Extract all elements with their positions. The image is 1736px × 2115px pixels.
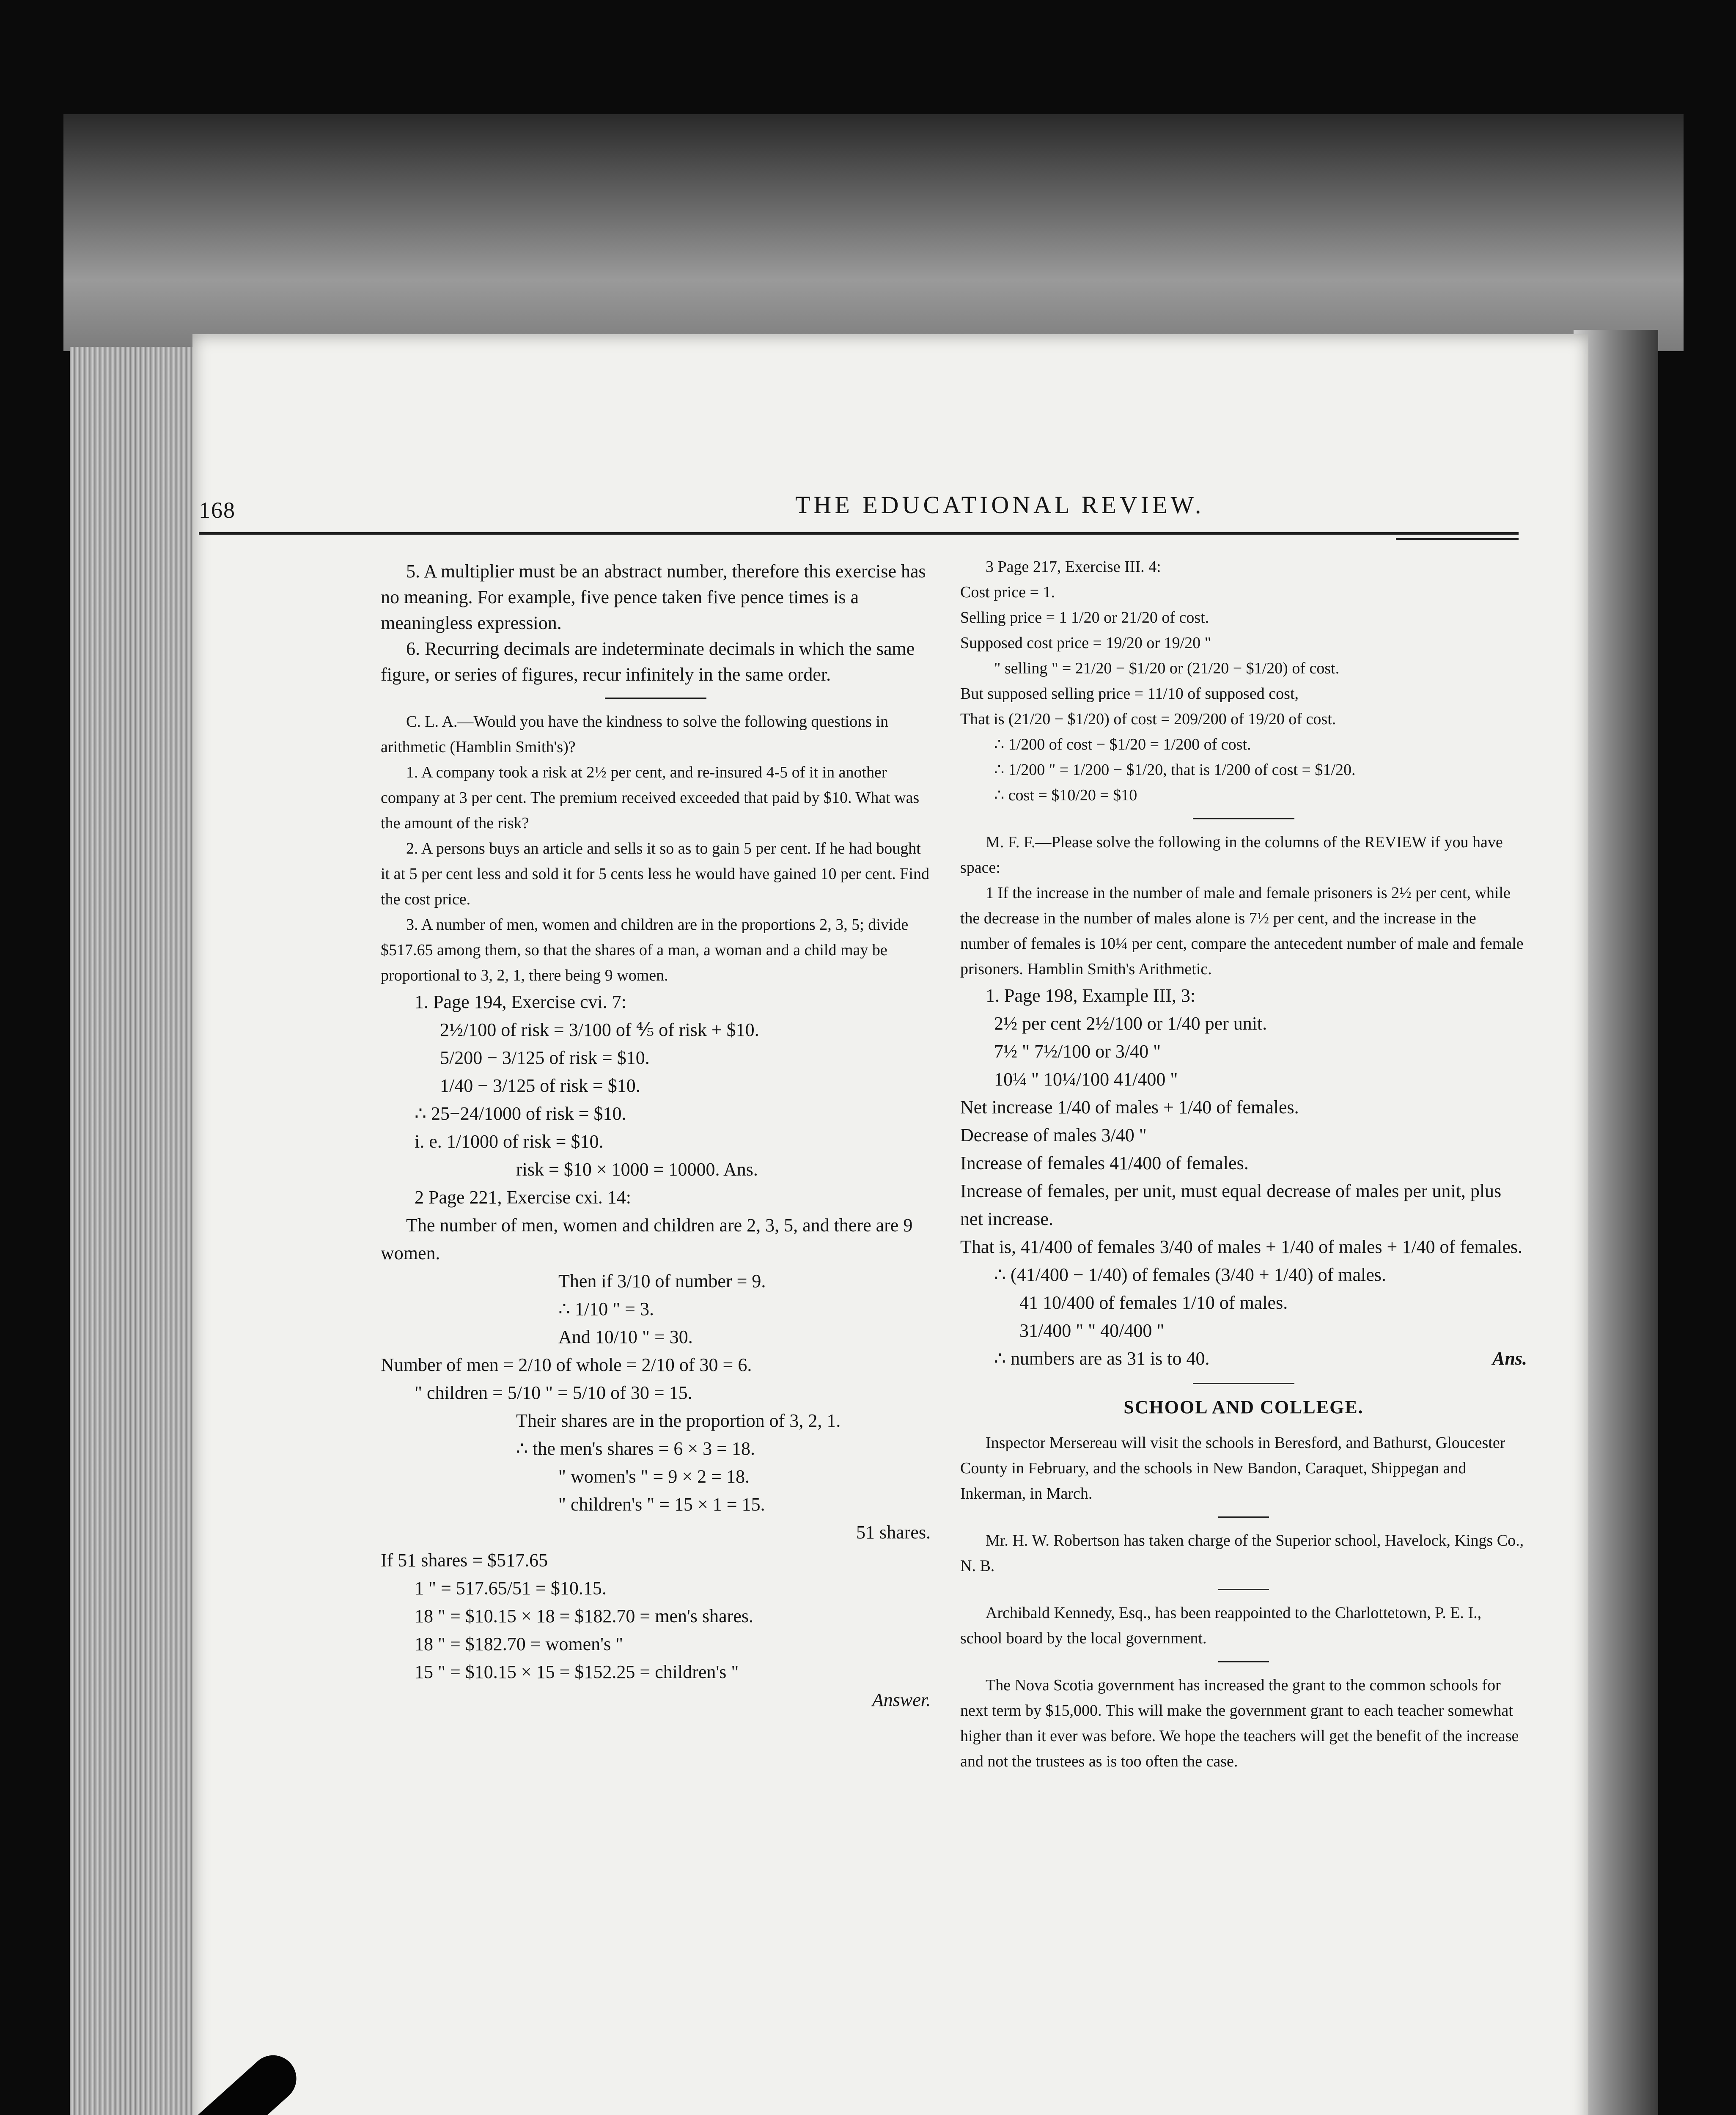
news-item-4: The Nova Scotia government has increased the grant to the common schools for next term by $15,000. This will make the government grant to each teacher somewhat higher than it ever was before. We hope the teachers will get the benefit of the increase and not the trustees as is too often the case. (960, 1676, 1519, 1770)
page-edges (70, 347, 197, 2115)
question-intro: C. L. A.—Would you have the kindness to solve the following questions in arithmetic (Hamblin Smith's)? (381, 713, 889, 756)
answer-3-line-6: That is (21/20 − $1/20) of cost = 209/200 of 19/20 of cost. (960, 710, 1336, 728)
answer-3-line-8: ∴ 1/200 " = 1/200 − $1/20, that is 1/200 of cost = $1/20. (994, 761, 1356, 779)
answer-2-line-12: If 51 shares = $517.65 (381, 1550, 548, 1571)
news-item-2: Mr. H. W. Robertson has taken charge of the Superior school, Havelock, Kings Co., N. B. (960, 1532, 1524, 1575)
mff-question: 1 If the increase in the number of male and female prisoners is 2½ per cent, while the decrease in the number of males alone is 7½ per cent, and the increase in the number of females is 10¼ per cent, compare the antecedent number of male and female prisoners. Hamblin Smith's Arithmetic. (960, 884, 1524, 978)
answer-1-line-1: 2½/100 of risk = 3/100 of ⅘ of risk + $10. (440, 1019, 759, 1040)
answer-1-line-6: risk = $10 × 1000 = 10000. Ans. (516, 1159, 758, 1180)
answer-b-line-2: 7½ " 7½/100 or 3/40 " (994, 1041, 1161, 1062)
answer-3-line-9: ∴ cost = $10/20 = $10 (994, 786, 1137, 804)
header-rule-secondary (1396, 538, 1519, 540)
question-3: 3. A number of men, women and children are in the proportions 2, 3, 5; divide $517.65 among them, so that the shares of a man, a woman and a child may be proportional to 3, 2, 1, there being 9 women. (381, 916, 909, 984)
header-rule (199, 532, 1519, 535)
right-column (960, 554, 1527, 1774)
background-cover (63, 114, 1684, 351)
answer-3-line-7: ∴ 1/200 of cost − $1/20 = 1/200 of cost. (994, 736, 1251, 753)
left-column (381, 558, 931, 1714)
answer-b-line-3: 10¼ " 10¼/100 41/400 " (994, 1069, 1178, 1090)
answer-b-line-7: Increase of females, per unit, must equal decrease of males per unit, plus net increase. (960, 1181, 1502, 1229)
answer-2-line-6: " children = 5/10 " = 5/10 of 30 = 15. (415, 1382, 692, 1403)
answer-2-line-13: 1 " = 517.65/51 = $10.15. (415, 1578, 607, 1599)
section-divider-right (1193, 818, 1294, 819)
answer-b-line-9: ∴ (41/400 − 1/40) of females (3/40 + 1/40) of males. (994, 1264, 1386, 1285)
answer-2-line-10: " children's " = 15 × 1 = 15. (558, 1494, 765, 1515)
answer-3-line-3: Supposed cost price = 19/20 or 19/20 " (960, 634, 1211, 652)
news-divider-3 (1218, 1661, 1269, 1662)
answer-2-line-1: The number of men, women and children are 2, 3, 5, and there are 9 women. (381, 1215, 913, 1264)
answer-1-heading: 1. Page 194, Exercise cvi. 7: (415, 992, 626, 1012)
paragraph-6: 6. Recurring decimals are indeterminate decimals in which the same figure, or series of figures, recur infinitely in the same order. (381, 638, 915, 685)
answer-3-line-4: " selling " = 21/20 − $1/20 or (21/20 − $1/20) of cost. (994, 659, 1340, 677)
answer-2-line-15: 18 " = $182.70 = women's " (415, 1634, 624, 1654)
answer-2-heading: 2 Page 221, Exercise cxi. 14: (415, 1187, 631, 1208)
answer-b-heading: 1. Page 198, Example III, 3: (986, 985, 1196, 1006)
answer-2-line-11: 51 shares. (856, 1522, 931, 1543)
answer-2-line-4: And 10/10 " = 30. (558, 1327, 693, 1347)
question-2: 2. A persons buys an article and sells it so as to gain 5 per cent. If he had bought it at 5 per cent less and sold it for 5 cents less he would have gained 10 per cent. Find the cost price. (381, 840, 929, 908)
answer-b-line-4: Net increase 1/40 of males + 1/40 of females. (960, 1097, 1299, 1118)
answer-b-line-12: ∴ numbers are as 31 is to 40. Ans. (994, 1345, 1527, 1373)
mff-intro: M. F. F.—Please solve the following in the columns of the REVIEW if you have space: (960, 833, 1503, 876)
answer-b-line-10: 41 10/400 of females 1/10 of males. (1019, 1292, 1288, 1313)
answer-2-line-2: Then if 3/10 of number = 9. (558, 1271, 766, 1291)
answer-3-heading: 3 Page 217, Exercise III. 4: (986, 558, 1161, 576)
question-1: 1. A company took a risk at 2½ per cent, and re-insured 4-5 of it in another company at 3 per cent. The premium received exceeded that paid by $10. What was the amount of the risk? (381, 764, 920, 832)
news-item-3: Archibald Kennedy, Esq., has been reappointed to the Charlottetown, P. E. I., school board by the local government. (960, 1604, 1482, 1647)
answer-2-line-7: Their shares are in the proportion of 3, 2, 1. (516, 1410, 841, 1431)
answer-1-line-4: ∴ 25−24/1000 of risk = $10. (415, 1103, 626, 1124)
page-number: 168 (199, 497, 236, 523)
answer-2-line-17: Answer. (872, 1689, 931, 1710)
section-divider (605, 698, 706, 699)
answer-b-line-8: That is, 41/400 of females 3/40 of males + 1/40 of males + 1/40 of females. (960, 1236, 1523, 1257)
answer-3-line-2: Selling price = 1 1/20 or 21/20 of cost. (960, 609, 1209, 626)
answer-2-line-16: 15 " = $10.15 × 15 = $152.25 = children's " (415, 1662, 739, 1682)
paragraph-5: 5. A multiplier must be an abstract number, therefore this exercise has no meaning. For example, five pence taken five pence times is a meaningless expression. (381, 561, 926, 633)
answer-b-ans: Ans. (1492, 1348, 1527, 1369)
answer-2-line-3: ∴ 1/10 " = 3. (558, 1299, 654, 1319)
answer-b-line-6: Increase of females 41/400 of females. (960, 1153, 1249, 1173)
answer-2-line-5: Number of men = 2/10 of whole = 2/10 of 30 = 6. (381, 1354, 752, 1375)
answer-2-line-14: 18 " = $10.15 × 18 = $182.70 = men's shares. (415, 1606, 753, 1626)
answer-3-line-5: But supposed selling price = 11/10 of supposed cost, (960, 685, 1299, 703)
running-title: THE EDUCATIONAL REVIEW. (795, 491, 1205, 519)
answer-2-line-8: ∴ the men's shares = 6 × 3 = 18. (516, 1438, 755, 1459)
answer-1-line-3: 1/40 − 3/125 of risk = $10. (440, 1075, 640, 1096)
answer-b-line-1: 2½ per cent 2½/100 or 1/40 per unit. (994, 1013, 1267, 1034)
news-divider-2 (1218, 1589, 1269, 1590)
section-divider-school (1193, 1383, 1294, 1384)
news-item-1: Inspector Mersereau will visit the schools in Beresford, and Bathurst, Gloucester County in February, and the schools in New Bandon, Caraquet, Shippegan and Inkerman, in March. (960, 1434, 1505, 1502)
news-divider-1 (1218, 1516, 1269, 1518)
answer-1-line-5: i. e. 1/1000 of risk = $10. (415, 1131, 604, 1152)
answer-3-line-1: Cost price = 1. (960, 583, 1055, 601)
answer-1-line-2: 5/200 − 3/125 of risk = $10. (440, 1047, 650, 1068)
answer-2-line-9: " women's " = 9 × 2 = 18. (558, 1466, 750, 1487)
answer-b-line-5: Decrease of males 3/40 " (960, 1125, 1147, 1145)
school-college-heading: SCHOOL AND COLLEGE. (1123, 1397, 1364, 1417)
answer-b-line-11: 31/400 " " 40/400 " (1019, 1320, 1165, 1341)
